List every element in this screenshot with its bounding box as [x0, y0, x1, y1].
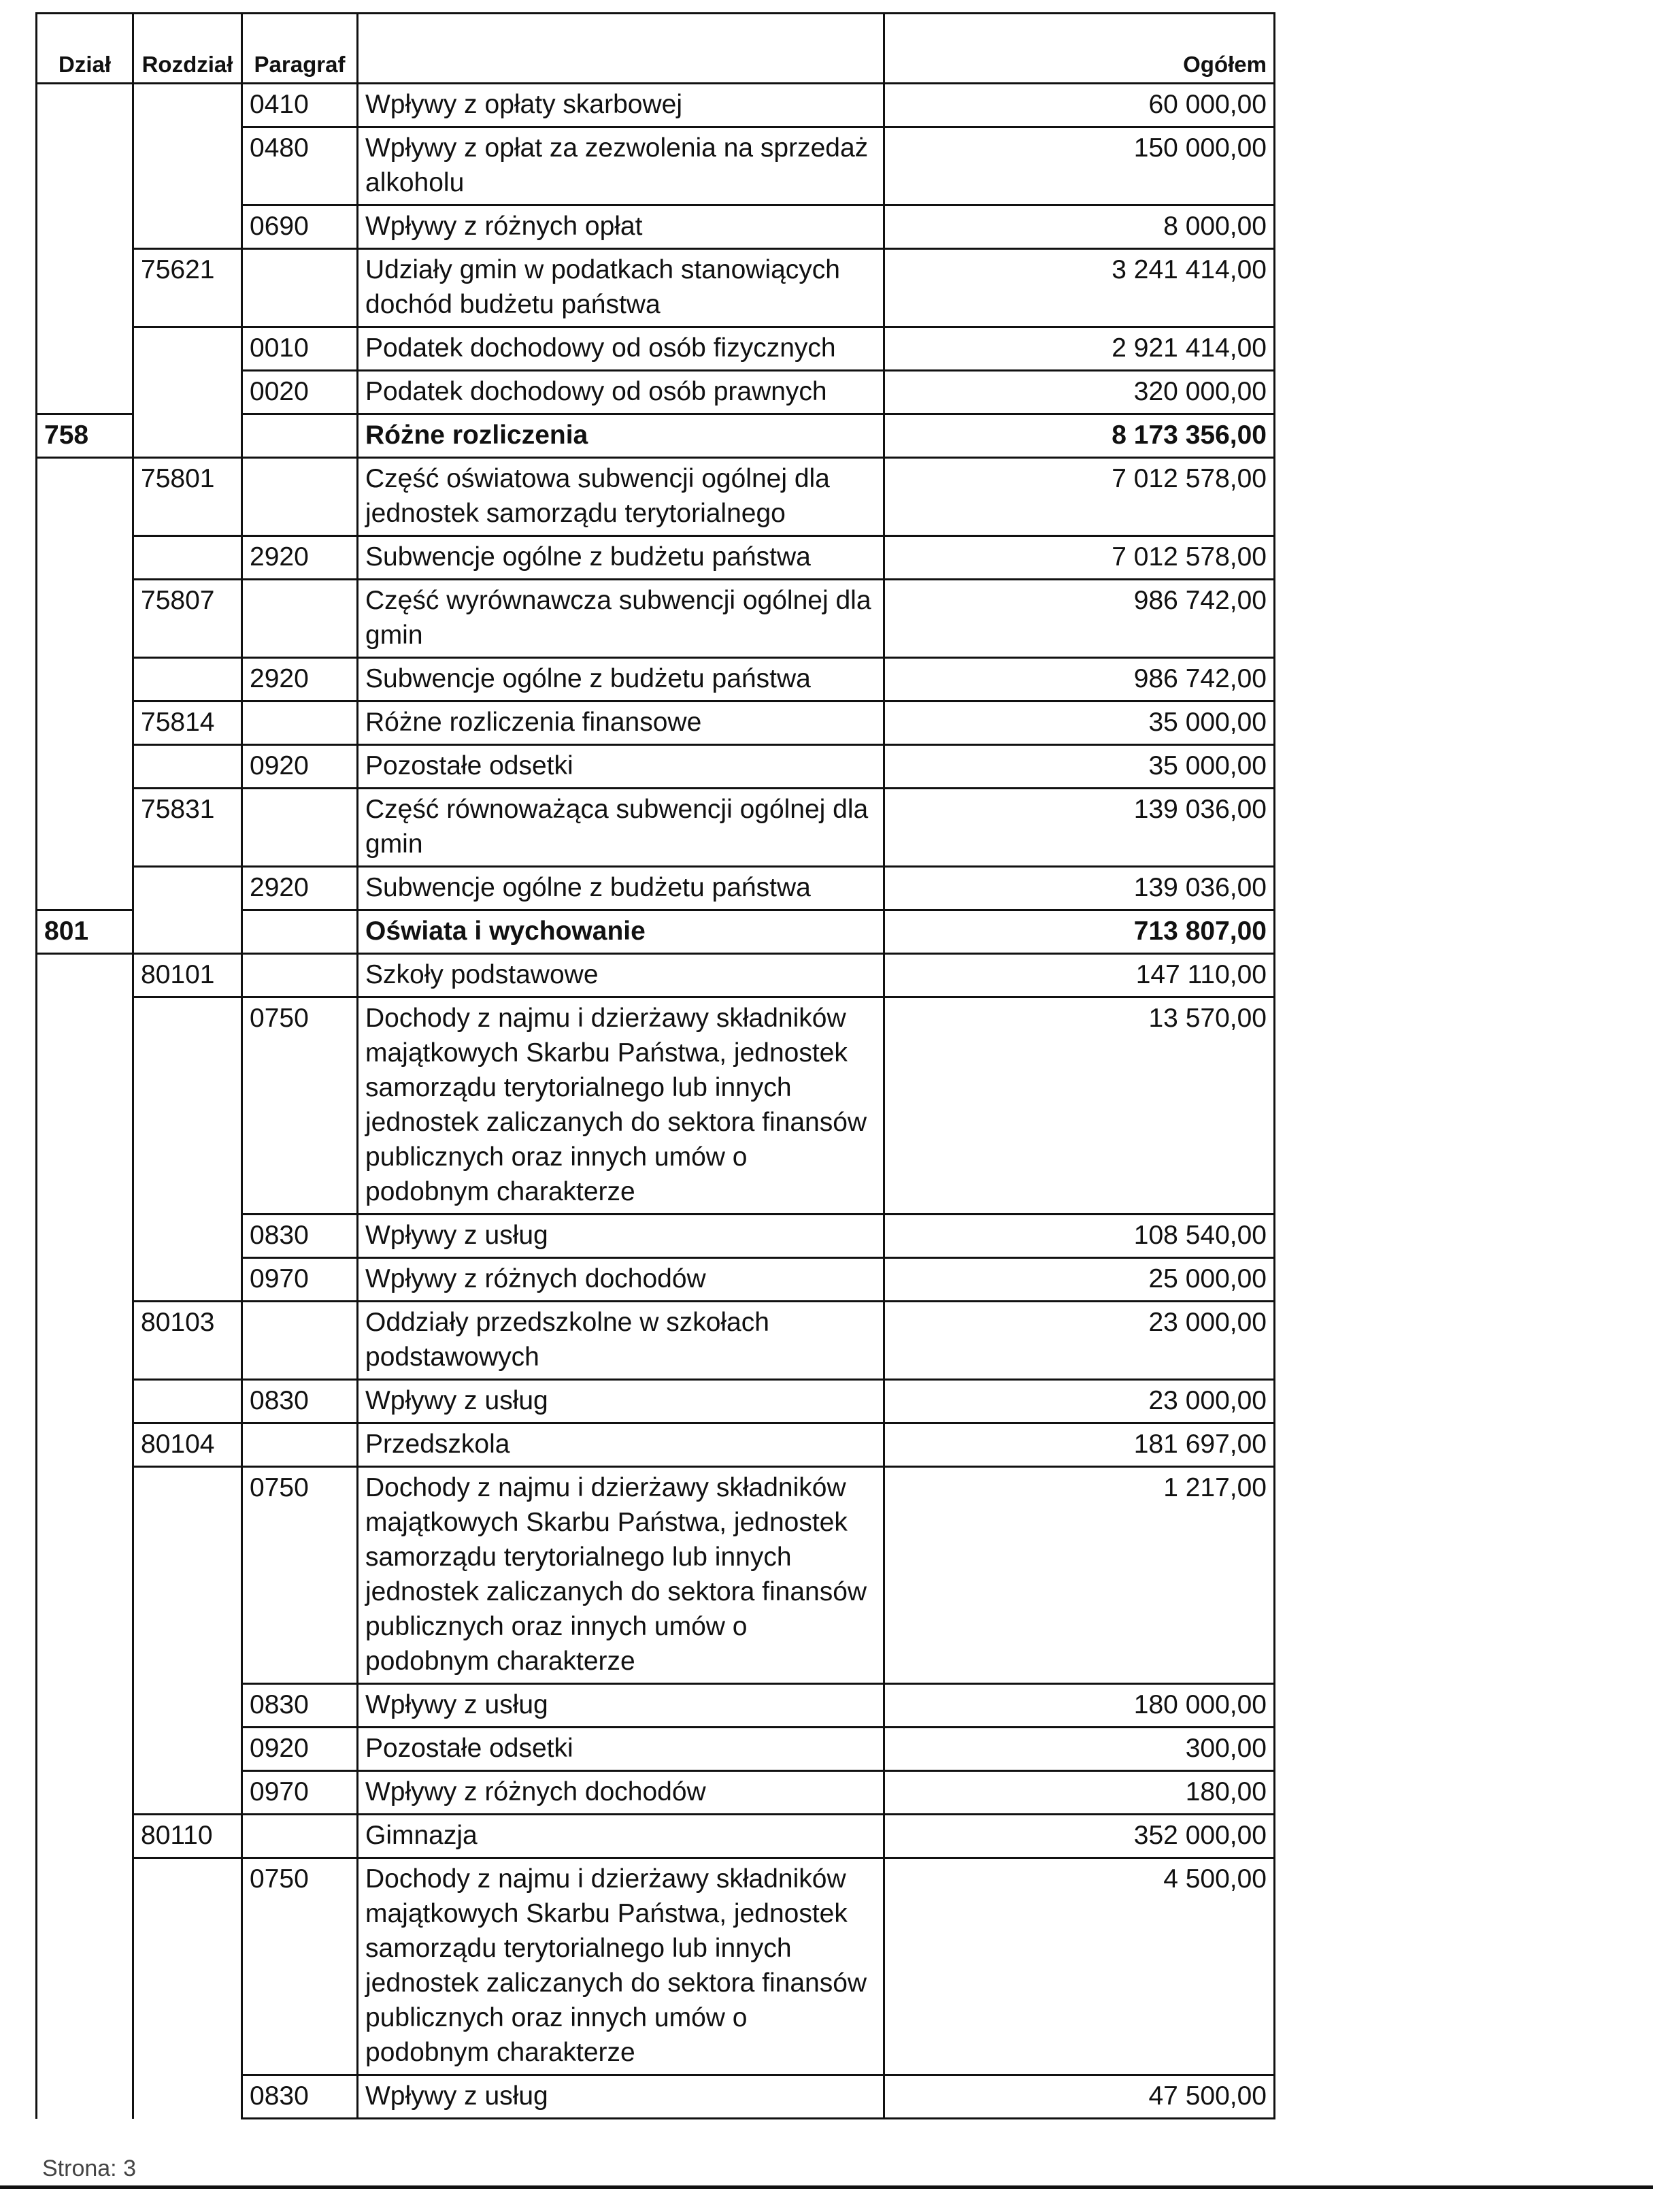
- cell-rozdzial: [133, 127, 242, 205]
- cell-kwota: 4 500,00: [884, 1858, 1275, 2075]
- table-row: [37, 371, 1275, 414]
- table-row: [37, 789, 1275, 867]
- table-row: [37, 1467, 1275, 1684]
- cell-dzial: [37, 1215, 133, 1258]
- cell-paragraf: 0020: [242, 371, 358, 414]
- cell-rozdzial: 80104: [133, 1423, 242, 1467]
- cell-opis: Część oświatowa subwencji ogólnej dla jednostek samorządu terytorialnego: [358, 458, 884, 536]
- cell-rozdzial: [133, 1215, 242, 1258]
- cell-kwota: 180,00: [884, 1771, 1275, 1815]
- cell-opis: Pozostałe odsetki: [358, 1728, 884, 1771]
- cell-opis: Gimnazja: [358, 1815, 884, 1858]
- cell-kwota: 7 012 578,00: [884, 458, 1275, 536]
- page-footer: Strona: 3: [42, 2156, 136, 2181]
- cell-opis: Subwencje ogólne z budżetu państwa: [358, 867, 884, 910]
- cell-rozdzial: [133, 1380, 242, 1423]
- cell-dzial: [37, 1423, 133, 1467]
- cell-opis: Wpływy z usług: [358, 1380, 884, 1423]
- cell-dzial: [37, 701, 133, 745]
- cell-opis: Oddziały przedszkolne w szkołach podstawowych: [358, 1302, 884, 1380]
- cell-kwota: 147 110,00: [884, 954, 1275, 997]
- cell-kwota: 23 000,00: [884, 1302, 1275, 1380]
- table-row: [37, 127, 1275, 205]
- table-row: [37, 658, 1275, 701]
- table-row-dzial: [37, 910, 1275, 954]
- table-header-row: [37, 14, 1275, 84]
- table-row: [37, 1771, 1275, 1815]
- cell-rozdzial: [133, 536, 242, 580]
- cell-paragraf: 0830: [242, 1215, 358, 1258]
- cell-rozdzial: [133, 658, 242, 701]
- cell-paragraf: [242, 249, 358, 327]
- cell-kwota: 108 540,00: [884, 1215, 1275, 1258]
- cell-dzial: [37, 954, 133, 997]
- cell-kwota: 1 217,00: [884, 1467, 1275, 1684]
- cell-paragraf: [242, 458, 358, 536]
- cell-kwota: 2 921 414,00: [884, 327, 1275, 371]
- table-row: [37, 1858, 1275, 2075]
- cell-dzial: 801: [37, 910, 133, 954]
- cell-paragraf: [242, 414, 358, 458]
- cell-paragraf: 0830: [242, 1380, 358, 1423]
- cell-kwota: 713 807,00: [884, 910, 1275, 954]
- cell-paragraf: 0410: [242, 84, 358, 127]
- cell-dzial: [37, 1684, 133, 1728]
- cell-opis: Część wyrównawcza subwencji ogólnej dla gmin: [358, 580, 884, 658]
- cell-kwota: 3 241 414,00: [884, 249, 1275, 327]
- table-row: [37, 1815, 1275, 1858]
- cell-dzial: [37, 867, 133, 910]
- cell-rozdzial: 80110: [133, 1815, 242, 1858]
- cell-dzial: [37, 2075, 133, 2119]
- header-rozdzial: Rozdział: [133, 14, 242, 84]
- cell-paragraf: 0750: [242, 997, 358, 1215]
- cell-opis: Przedszkola: [358, 1423, 884, 1467]
- cell-rozdzial: [133, 205, 242, 249]
- cell-rozdzial: [133, 1258, 242, 1302]
- cell-opis: Wpływy z usług: [358, 1684, 884, 1728]
- header-ogolem: Ogółem: [884, 14, 1275, 84]
- table-row-dzial: [37, 414, 1275, 458]
- cell-dzial: [37, 371, 133, 414]
- cell-opis: Dochody z najmu i dzierżawy składników majątkowych Skarbu Państwa, jednostek samorządu terytorialnego lub innych jednostek zaliczanych do sektora finansów publicznych oraz innych umów o podobnym charakterze: [358, 997, 884, 1215]
- cell-rozdzial: [133, 2075, 242, 2119]
- cell-paragraf: 0970: [242, 1771, 358, 1815]
- cell-paragraf: [242, 1423, 358, 1467]
- cell-paragraf: [242, 580, 358, 658]
- cell-rozdzial: [133, 867, 242, 910]
- cell-paragraf: 2920: [242, 536, 358, 580]
- cell-kwota: 13 570,00: [884, 997, 1275, 1215]
- cell-opis: Wpływy z opłaty skarbowej: [358, 84, 884, 127]
- budget-document: [35, 12, 1273, 2119]
- cell-dzial: [37, 789, 133, 867]
- cell-dzial: [37, 249, 133, 327]
- table-row: [37, 2075, 1275, 2119]
- cell-opis: Podatek dochodowy od osób fizycznych: [358, 327, 884, 371]
- table-row: [37, 1380, 1275, 1423]
- table-row: [37, 1302, 1275, 1380]
- cell-kwota: 35 000,00: [884, 745, 1275, 789]
- cell-kwota: 986 742,00: [884, 658, 1275, 701]
- cell-opis: Dochody z najmu i dzierżawy składników majątkowych Skarbu Państwa, jednostek samorządu terytorialnego lub innych jednostek zaliczanych do sektora finansów publicznych oraz innych umów o podobnym charakterze: [358, 1467, 884, 1684]
- cell-paragraf: 0010: [242, 327, 358, 371]
- cell-dzial: [37, 1771, 133, 1815]
- cell-kwota: 180 000,00: [884, 1684, 1275, 1728]
- cell-rozdzial: [133, 1858, 242, 2075]
- cell-rozdzial: 75831: [133, 789, 242, 867]
- cell-rozdzial: [133, 1467, 242, 1684]
- cell-dzial: [37, 1380, 133, 1423]
- cell-kwota: 7 012 578,00: [884, 536, 1275, 580]
- footer-rule: [0, 2185, 1653, 2189]
- cell-opis: Część równoważąca subwencji ogólnej dla gmin: [358, 789, 884, 867]
- cell-opis: Subwencje ogólne z budżetu państwa: [358, 658, 884, 701]
- cell-dzial: [37, 745, 133, 789]
- cell-paragraf: 2920: [242, 658, 358, 701]
- cell-opis: Wpływy z usług: [358, 1215, 884, 1258]
- cell-opis: Oświata i wychowanie: [358, 910, 884, 954]
- cell-rozdzial: 75621: [133, 249, 242, 327]
- table-body: [37, 84, 1275, 2119]
- cell-opis: Różne rozliczenia finansowe: [358, 701, 884, 745]
- cell-dzial: [37, 997, 133, 1215]
- cell-opis: Wpływy z opłat za zezwolenia na sprzedaż alkoholu: [358, 127, 884, 205]
- cell-dzial: [37, 1728, 133, 1771]
- cell-rozdzial: 75801: [133, 458, 242, 536]
- cell-rozdzial: [133, 1684, 242, 1728]
- header-paragraf: Paragraf: [242, 14, 358, 84]
- cell-paragraf: 0920: [242, 745, 358, 789]
- table-row: [37, 1684, 1275, 1728]
- cell-rozdzial: [133, 1728, 242, 1771]
- budget-table: [35, 12, 1275, 2119]
- cell-dzial: [37, 658, 133, 701]
- cell-paragraf: [242, 789, 358, 867]
- table-row: [37, 1423, 1275, 1467]
- cell-dzial: [37, 1858, 133, 2075]
- cell-opis: Wpływy z różnych opłat: [358, 205, 884, 249]
- cell-paragraf: 2920: [242, 867, 358, 910]
- cell-kwota: 60 000,00: [884, 84, 1275, 127]
- cell-rozdzial: 75807: [133, 580, 242, 658]
- cell-dzial: [37, 1302, 133, 1380]
- cell-rozdzial: [133, 414, 242, 458]
- cell-kwota: 47 500,00: [884, 2075, 1275, 2119]
- cell-kwota: 181 697,00: [884, 1423, 1275, 1467]
- cell-rozdzial: [133, 745, 242, 789]
- cell-paragraf: [242, 1815, 358, 1858]
- cell-opis: Dochody z najmu i dzierżawy składników majątkowych Skarbu Państwa, jednostek samorządu terytorialnego lub innych jednostek zaliczanych do sektora finansów publicznych oraz innych umów o podobnym charakterze: [358, 1858, 884, 2075]
- cell-dzial: [37, 205, 133, 249]
- cell-dzial: [37, 1815, 133, 1858]
- table-row: [37, 867, 1275, 910]
- cell-opis: Różne rozliczenia: [358, 414, 884, 458]
- cell-kwota: 986 742,00: [884, 580, 1275, 658]
- table-row: [37, 745, 1275, 789]
- cell-opis: Wpływy z usług: [358, 2075, 884, 2119]
- cell-opis: Wpływy z różnych dochodów: [358, 1258, 884, 1302]
- header-dzial: Dział: [37, 14, 133, 84]
- cell-rozdzial: [133, 371, 242, 414]
- cell-dzial: [37, 1258, 133, 1302]
- cell-kwota: 139 036,00: [884, 789, 1275, 867]
- cell-paragraf: 0920: [242, 1728, 358, 1771]
- cell-kwota: 320 000,00: [884, 371, 1275, 414]
- cell-dzial: [37, 327, 133, 371]
- cell-opis: Subwencje ogólne z budżetu państwa: [358, 536, 884, 580]
- table-row: [37, 1215, 1275, 1258]
- cell-paragraf: 0750: [242, 1467, 358, 1684]
- cell-rozdzial: [133, 1771, 242, 1815]
- cell-kwota: 139 036,00: [884, 867, 1275, 910]
- table-row: [37, 997, 1275, 1215]
- cell-paragraf: 0830: [242, 2075, 358, 2119]
- table-row: [37, 84, 1275, 127]
- cell-rozdzial: 80101: [133, 954, 242, 997]
- cell-kwota: 8 173 356,00: [884, 414, 1275, 458]
- cell-paragraf: 0690: [242, 205, 358, 249]
- cell-paragraf: [242, 701, 358, 745]
- cell-kwota: 150 000,00: [884, 127, 1275, 205]
- cell-kwota: 352 000,00: [884, 1815, 1275, 1858]
- table-row: [37, 701, 1275, 745]
- table-row: [37, 327, 1275, 371]
- cell-opis: Podatek dochodowy od osób prawnych: [358, 371, 884, 414]
- cell-dzial: [37, 84, 133, 127]
- table-row: [37, 249, 1275, 327]
- table-row: [37, 954, 1275, 997]
- cell-rozdzial: [133, 327, 242, 371]
- cell-rozdzial: 80103: [133, 1302, 242, 1380]
- cell-paragraf: 0970: [242, 1258, 358, 1302]
- cell-dzial: [37, 536, 133, 580]
- cell-kwota: 23 000,00: [884, 1380, 1275, 1423]
- cell-kwota: 25 000,00: [884, 1258, 1275, 1302]
- cell-rozdzial: 75814: [133, 701, 242, 745]
- cell-opis: Pozostałe odsetki: [358, 745, 884, 789]
- cell-paragraf: [242, 1302, 358, 1380]
- cell-paragraf: [242, 910, 358, 954]
- cell-paragraf: 0480: [242, 127, 358, 205]
- cell-kwota: 8 000,00: [884, 205, 1275, 249]
- table-row: [37, 1258, 1275, 1302]
- cell-dzial: [37, 127, 133, 205]
- cell-opis: Szkoły podstawowe: [358, 954, 884, 997]
- cell-kwota: 35 000,00: [884, 701, 1275, 745]
- cell-dzial: [37, 458, 133, 536]
- cell-rozdzial: [133, 997, 242, 1215]
- table-row: [37, 205, 1275, 249]
- cell-opis: Udziały gmin w podatkach stanowiących dochód budżetu państwa: [358, 249, 884, 327]
- table-row: [37, 536, 1275, 580]
- table-row: [37, 1728, 1275, 1771]
- cell-dzial: 758: [37, 414, 133, 458]
- cell-paragraf: 0750: [242, 1858, 358, 2075]
- cell-paragraf: 0830: [242, 1684, 358, 1728]
- cell-rozdzial: [133, 910, 242, 954]
- cell-paragraf: [242, 954, 358, 997]
- cell-dzial: [37, 580, 133, 658]
- cell-opis: Wpływy z różnych dochodów: [358, 1771, 884, 1815]
- cell-dzial: [37, 1467, 133, 1684]
- table-row: [37, 580, 1275, 658]
- header-opis: [358, 14, 884, 84]
- cell-kwota: 300,00: [884, 1728, 1275, 1771]
- table-row: [37, 458, 1275, 536]
- cell-rozdzial: [133, 84, 242, 127]
